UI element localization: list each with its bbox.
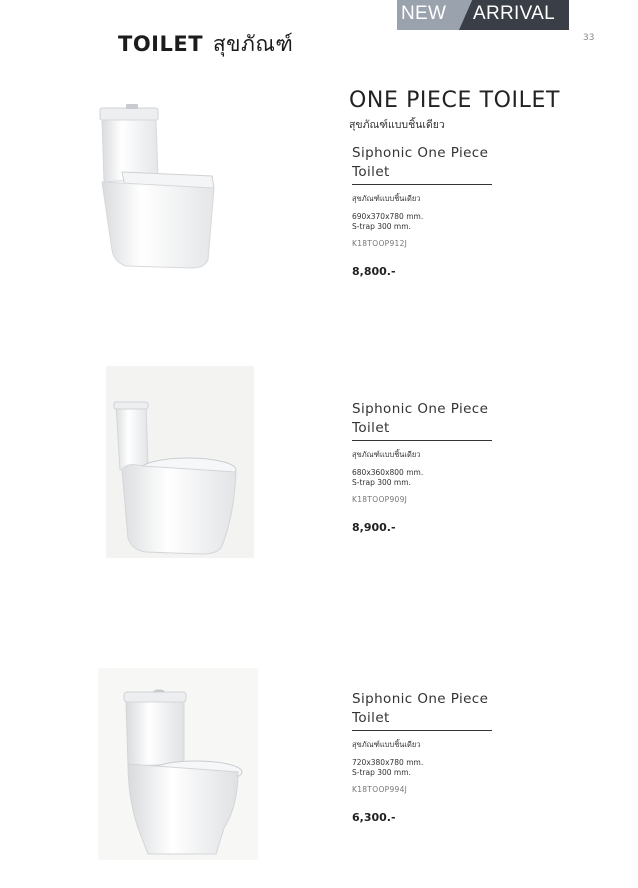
product-photo-1 [92,100,224,272]
banner-new-text: NEW [401,3,447,24]
page-title-text: TOILET [118,32,204,56]
banner-arrival-text: ARRIVAL [473,3,555,24]
product-photo-3 [98,668,258,860]
product-code: K18TOOP909J [352,495,408,504]
product-trap: S-trap 300 mm. [352,477,411,487]
section-subtitle: สุขภัณฑ์แบบชิ้นเดียว [349,119,445,131]
product-price: 6,300.- [352,811,396,824]
product-trap: S-trap 300 mm. [352,221,411,231]
product-spec [352,212,492,231]
product-size: 690x370x780 mm. [352,212,424,221]
toilet-image-1 [92,100,224,272]
section-title: ONE PIECE TOILET [349,88,561,113]
toilet-image-3 [98,668,258,860]
page-number: 33 [583,33,595,43]
product-size: 720x380x780 mm. [352,758,424,767]
product-name: Siphonic One Piece Toilet [352,400,492,441]
product-name: Siphonic One Piece Toilet [352,690,492,731]
product-type: สุขภัณฑ์แบบชิ้นเดียว [352,194,421,203]
product-card [352,690,492,824]
product-name: Siphonic One Piece Toilet [352,144,492,185]
page-title-thai: สุขภัณฑ์ [212,32,294,56]
product-code: K18TOOP912J [352,239,408,248]
product-price: 8,800.- [352,265,396,278]
product-price: 8,900.- [352,521,396,534]
product-trap: S-trap 300 mm. [352,767,411,777]
product-photo-2 [106,366,254,558]
product-card [352,400,492,534]
product-size: 680x360x800 mm. [352,468,424,477]
product-card [352,144,492,278]
product-code: K18TOOP994J [352,785,408,794]
toilet-image-2 [106,366,254,558]
product-type: สุขภัณฑ์แบบชิ้นเดียว [352,450,421,459]
new-arrival-banner [397,0,569,30]
product-spec [352,758,492,777]
page-title [118,28,293,61]
product-spec [352,468,492,487]
product-type: สุขภัณฑ์แบบชิ้นเดียว [352,740,421,749]
